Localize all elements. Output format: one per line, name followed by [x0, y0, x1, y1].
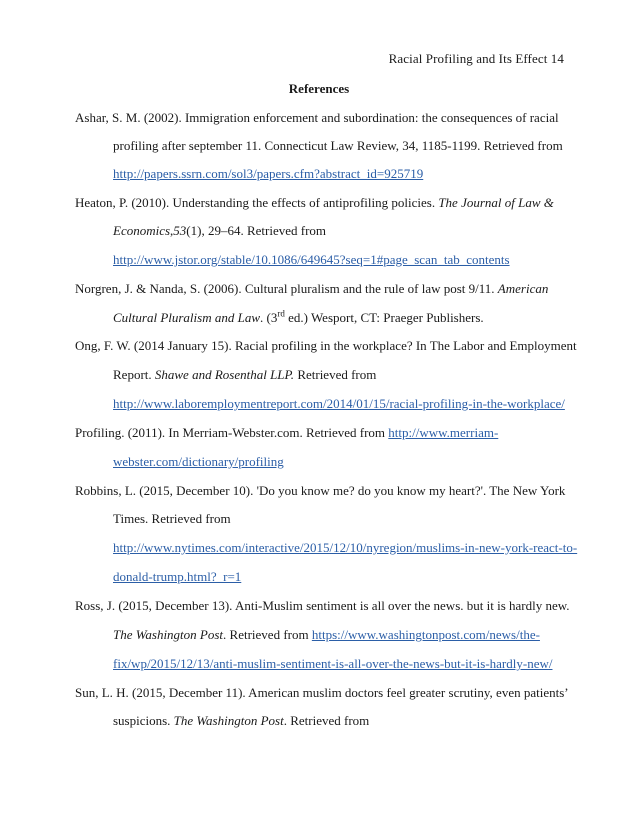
ref-norgren-title-cont: Cultural Pluralism and Law: [113, 310, 260, 325]
ref-heaton-comma: ,: [170, 223, 174, 238]
running-head: Racial Profiling and Its Effect 14: [388, 51, 564, 66]
ref-ashar-link[interactable]: http://papers.ssrn.com/sol3/papers.cfm?abstract_id=925719: [113, 166, 424, 181]
ref-ross-line2: [113, 627, 540, 643]
ref-profiling-line2[interactable]: [113, 454, 284, 470]
references-heading: References: [288, 81, 350, 96]
ref-profiling-link-cont[interactable]: webster.com/dictionary/profiling: [113, 454, 284, 469]
ref-robbins-link[interactable]: http://www.nytimes.com/interactive/2015/12/10/nyregion/muslims-in-new-york-react-to-: [113, 540, 578, 555]
ref-sun-retrieved: . Retrieved from: [283, 713, 370, 728]
ref-sun-source: The Washington Post: [173, 713, 284, 728]
ref-ross-link[interactable]: https://www.washingtonpost.com/news/the-: [311, 627, 540, 642]
ref-sun-text: suspicions.: [113, 713, 174, 728]
ref-heaton-line1: [75, 195, 554, 211]
ref-heaton-link[interactable]: http://www.jstor.org/stable/10.1086/649645?seq=1#page_scan_tab_contents: [113, 252, 510, 267]
ref-norgren-edition: . (3: [260, 310, 278, 325]
ref-norgren-sup: rd: [277, 308, 285, 319]
ref-ong-report: Report.: [113, 367, 155, 382]
ref-heaton-volume: 53: [173, 223, 187, 238]
ref-ross-source: The Washington Post: [113, 627, 224, 642]
ref-heaton-journal-cont: Economics: [113, 223, 171, 238]
ref-heaton-pages: (1), 29–64. Retrieved from: [186, 223, 327, 238]
ref-heaton-line2: [113, 223, 326, 239]
ref-robbins-url2[interactable]: [113, 569, 241, 585]
ref-profiling-link[interactable]: http://www.merriam-: [388, 425, 499, 440]
ref-ashar-url[interactable]: [113, 166, 423, 182]
ref-sun-line1: Sun, L. H. (2015, December 11). American muslim doctors feel greater scrutiny, even patients’: [75, 685, 569, 700]
ref-sun-line2: [113, 713, 369, 729]
ref-ross-line1: Ross, J. (2015, December 13). Anti-Muslim sentiment is all over the news. but it is hardly new.: [75, 598, 570, 613]
ref-profiling-text: Profiling. (2011). In Merriam-Webster.com. Retrieved from: [75, 425, 389, 440]
ref-ross-link-cont[interactable]: fix/wp/2015/12/13/anti-muslim-sentiment-is-all-over-the-news-but-it-is-hardly-new/: [113, 656, 553, 671]
ref-ong-line2: [113, 367, 376, 383]
ref-ashar-line1: Ashar, S. M. (2002). Immigration enforcement and subordination: the consequences of racial: [75, 110, 559, 125]
ref-robbins-link-cont[interactable]: donald-trump.html?_r=1: [113, 569, 242, 584]
ref-ashar-line2: profiling after september 11. Connecticut Law Review, 34, 1185-1199. Retrieved from: [113, 138, 563, 153]
ref-norgren-title: American: [497, 281, 549, 296]
ref-ong-firm: Shawe and Rosenthal LLP.: [154, 367, 295, 382]
ref-norgren-publisher: ed.) Wesport, CT: Praeger Publishers.: [284, 310, 484, 325]
ref-norgren-line2: [113, 310, 484, 326]
ref-heaton-url[interactable]: [113, 252, 510, 268]
ref-norgren-text: Norgren, J. & Nanda, S. (2006). Cultural pluralism and the rule of law post 9/11.: [75, 281, 498, 296]
ref-ong-line1: Ong, F. W. (2014 January 15). Racial profiling in the workplace? In The Labor and Employment: [75, 338, 577, 353]
ref-norgren-line1: [75, 281, 548, 297]
ref-ong-url[interactable]: [113, 396, 565, 412]
ref-ong-retrieved: Retrieved from: [294, 367, 377, 382]
ref-ross-retrieved: . Retrieved from: [223, 627, 312, 642]
ref-robbins-url[interactable]: [113, 540, 577, 556]
ref-ross-url2[interactable]: [113, 656, 552, 672]
ref-heaton-text: Heaton, P. (2010). Understanding the effects of antiprofiling policies.: [75, 195, 439, 210]
ref-heaton-journal: The Journal of Law &: [438, 195, 554, 210]
ref-profiling-line1: [75, 425, 498, 441]
ref-robbins-line2: Times. Retrieved from: [113, 511, 231, 526]
ref-ong-link[interactable]: http://www.laboremploymentreport.com/2014/01/15/racial-profiling-in-the-workplace/: [113, 396, 565, 411]
ref-robbins-line1: Robbins, L. (2015, December 10). 'Do you know me? do you know my heart?'. The New York: [75, 483, 566, 498]
